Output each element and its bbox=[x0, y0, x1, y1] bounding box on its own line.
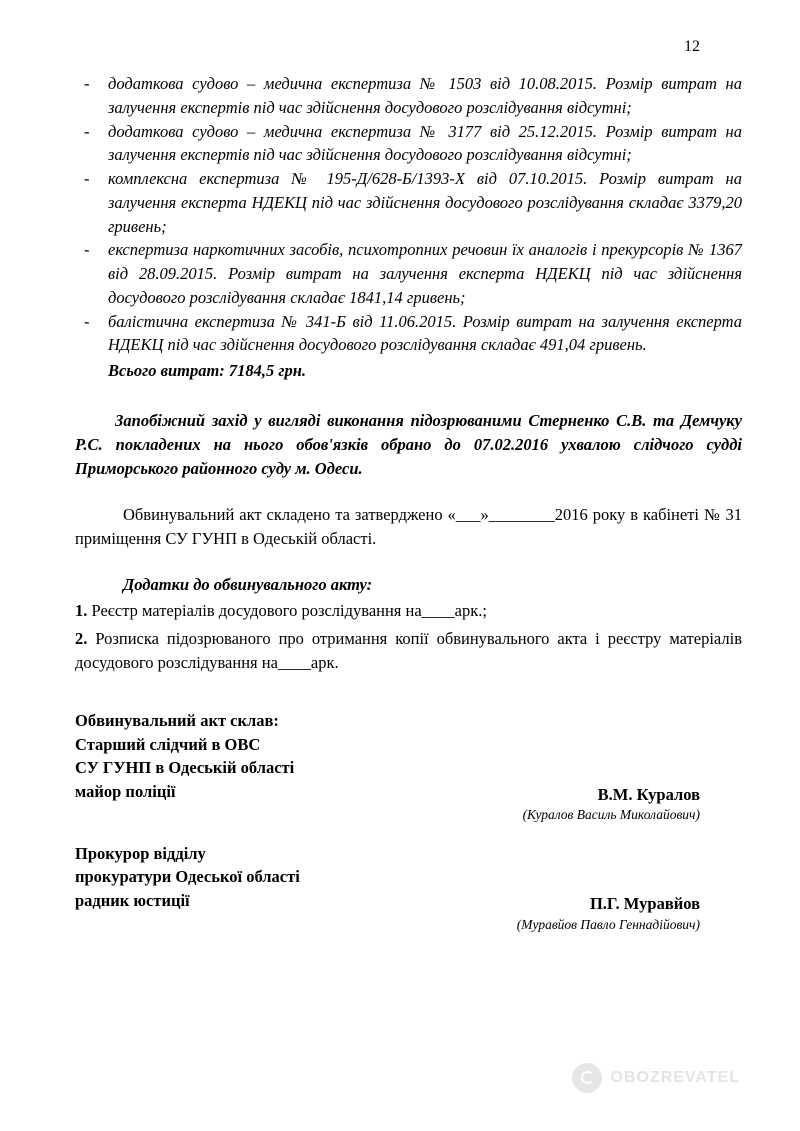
prosecutor-signature-block bbox=[75, 842, 742, 933]
list-item-text: додаткова судово – медична експертиза № 3177 від 25.12.2015. Розмір витрат на залучення експертів під час здійснення досудового розслідування відсутні; bbox=[108, 121, 742, 165]
prosecutor-full-name: (Муравйов Павло Геннадійович) bbox=[516, 916, 700, 932]
prosecutor-line-3: радник юстиції bbox=[75, 890, 190, 910]
total-costs-line: Всього витрат: 7184,5 грн. bbox=[108, 361, 307, 380]
circle-logo-icon bbox=[572, 1063, 602, 1093]
act-approval-paragraph: Обвинувальний акт складено та затверджено «___»________2016 року в кабінеті № 31 приміщення СУ ГУНП в Одеській області. bbox=[75, 504, 742, 549]
list-dash-icon: - bbox=[84, 74, 90, 93]
investigator-line-2: Старший слідчий в ОВС bbox=[75, 734, 261, 754]
watermark-label: OBOZREVATEL bbox=[610, 1069, 740, 1086]
list-item bbox=[75, 120, 742, 168]
prosecutor-line-2: прокуратури Одеської області bbox=[75, 867, 300, 887]
investigator-short-name: В.М. Куралов bbox=[597, 785, 700, 805]
investigator-signature-block bbox=[75, 709, 742, 824]
page-number: 12 bbox=[684, 38, 700, 55]
list-item-text: експертиза наркотичних засобів, психотропних речовин їх аналогів і прекурсорів № 1367 від 28.09.2015. Розмір витрат на залучення експерта НДЕКЦ під час здійснення досудового розслідування складає 1841,14 гривень; bbox=[108, 240, 742, 307]
investigator-full-name: (Куралов Василь Миколайович) bbox=[522, 807, 700, 823]
attachment-text: Розписка підозрюваного про отримання копії обвинувального акта і реєстру матеріалів досудового розслідування на____арк. bbox=[75, 629, 742, 673]
attachment-number: 2. bbox=[75, 629, 88, 649]
attachment-item-2 bbox=[75, 627, 742, 675]
list-item bbox=[75, 310, 742, 358]
list-item bbox=[75, 167, 742, 238]
attachments-title: Додатки до обвинувального акту: bbox=[123, 575, 373, 595]
list-dash-icon: - bbox=[84, 311, 90, 331]
attachment-item-1 bbox=[75, 599, 742, 623]
list-dash-icon: - bbox=[84, 121, 90, 141]
prosecutor-rank-row bbox=[75, 889, 742, 916]
preventive-measure-paragraph: Запобіжний захід у вигляді виконання підозрюваними Стерненко С.В. та Демчуку Р.С. покладених на нього обов'язків обрано до 07.02.2016 ухвалою слідчого судді Приморського районного суду м. Одеси. bbox=[75, 410, 742, 478]
list-item-text: балістична експертиза № 341-Б від 11.06.2015. Розмір витрат на залучення експерта НДЕКЦ під час здійснення досудового розслідування складає 491,04 гривень. bbox=[108, 311, 742, 355]
investigator-line-4: майор поліції bbox=[75, 781, 176, 801]
investigator-line-3: СУ ГУНП в Одеській області bbox=[75, 758, 295, 778]
list-item-text: додаткова судово – медична експертиза № 1503 від 10.08.2015. Розмір витрат на залучення експертів під час здійснення досудового розслідування відсутні; bbox=[108, 74, 742, 117]
watermark bbox=[572, 1063, 740, 1093]
list-dash-icon: - bbox=[84, 240, 90, 260]
list-item bbox=[75, 72, 742, 120]
prosecutor-short-name: П.Г. Муравйов bbox=[589, 894, 700, 914]
expertise-list bbox=[75, 72, 742, 357]
prosecutor-line-1: Прокурор відділу bbox=[75, 844, 206, 864]
list-dash-icon: - bbox=[84, 169, 90, 188]
list-item-text: комплексна експертиза № 195-Д/628-Б/1393-Х від 07.10.2015. Розмір витрат на залучення експерта НДЕКЦ під час здійснення досудового розслідування складає 3379,20 гривень; bbox=[108, 169, 742, 236]
investigator-rank-row bbox=[75, 780, 742, 807]
attachment-text: Реєстр матеріалів досудового розслідування на____арк.; bbox=[91, 601, 487, 621]
investigator-line-1: Обвинувальний акт склав: bbox=[75, 711, 279, 731]
attachment-number: 1. bbox=[75, 601, 88, 621]
list-item bbox=[75, 238, 742, 309]
